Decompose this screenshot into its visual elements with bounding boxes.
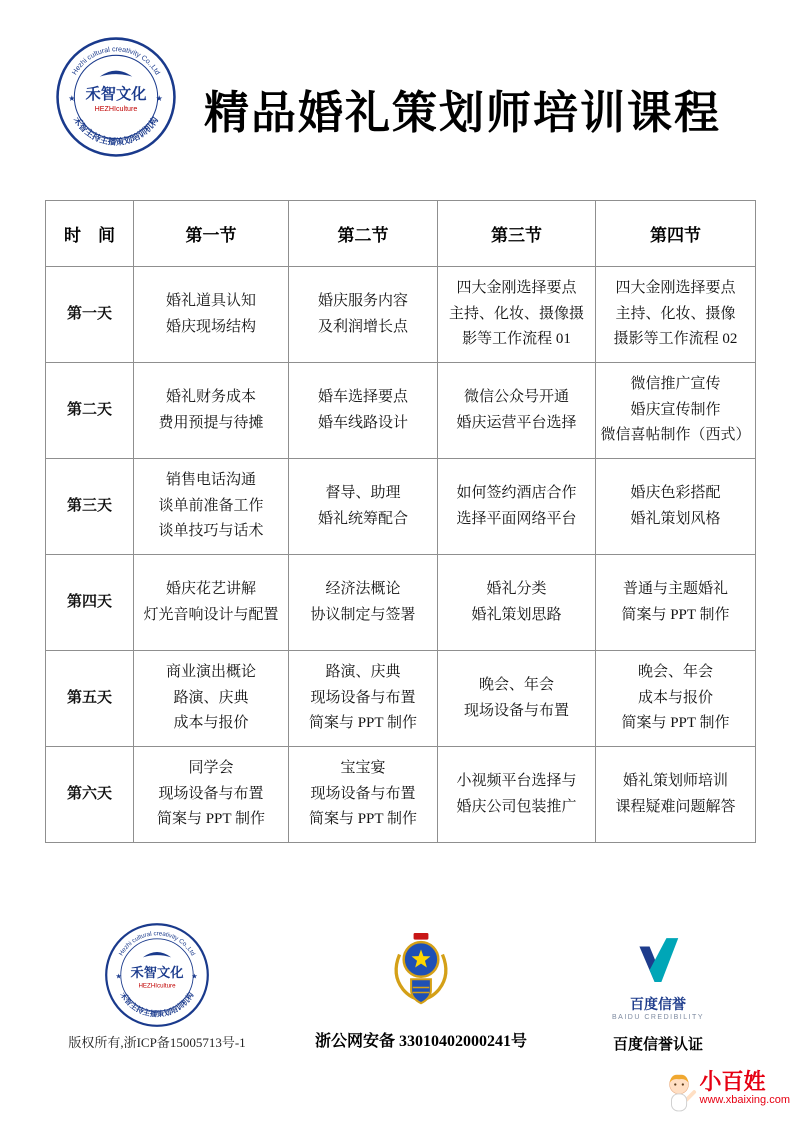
day-label: 第四天 (46, 555, 134, 651)
seal-arc-bottom-text: 禾智主持主播策划培训机构 (71, 114, 161, 147)
course-cell: 婚庆花艺讲解 灯光音响设计与配置 (134, 555, 289, 651)
course-cell: 宝宝宴 现场设备与布置 简案与 PPT 制作 (289, 747, 438, 843)
baidu-cert-text: 百度信誉认证 (612, 1037, 703, 1053)
seal-star-right: ★ (155, 94, 163, 104)
course-cell: 路演、庆典 现场设备与布置 简案与 PPT 制作 (289, 651, 438, 747)
course-table (45, 200, 756, 843)
column-header-session4: 第四节 (596, 201, 756, 267)
day-label: 第三天 (46, 459, 134, 555)
day-label: 第六天 (46, 747, 134, 843)
course-cell: 晚会、年会 成本与报价 简案与 PPT 制作 (596, 651, 756, 747)
course-cell: 婚庆色彩搭配 婚礼策划风格 (596, 459, 756, 555)
site-watermark (663, 1070, 790, 1116)
course-cell: 婚礼分类 婚礼策划思路 (438, 555, 596, 651)
table-row (46, 555, 756, 651)
course-cell: 如何签约酒店合作 选择平面网络平台 (438, 459, 596, 555)
table-row (46, 267, 756, 363)
seal-arc-bottom-text: 禾智主持主播策划培训机构 (118, 990, 196, 1019)
course-cell: 同学会 现场设备与布置 简案与 PPT 制作 (134, 747, 289, 843)
police-badge-icon (388, 926, 454, 1016)
copyright-text: 版权所有,浙ICP备15005713号-1 (68, 1035, 246, 1050)
table-row (46, 747, 756, 843)
company-seal-logo (55, 36, 177, 158)
seal-arc-top-text: Hezhi cultural creativity Co.,Ltd (70, 45, 162, 77)
table-row (46, 459, 756, 555)
course-cell: 销售电话沟通 谈单前准备工作 谈单技巧与话术 (134, 459, 289, 555)
column-header-session2: 第二节 (289, 201, 438, 267)
table-row (46, 363, 756, 459)
mascot-icon (663, 1070, 697, 1116)
day-label: 第五天 (46, 651, 134, 747)
watermark-site-url: www.xbaixing.com (699, 1094, 790, 1107)
day-label: 第二天 (46, 363, 134, 459)
course-cell: 婚庆服务内容 及利润增长点 (289, 267, 438, 363)
baidu-credibility-block (598, 933, 718, 1054)
seal-arc-top-text: Hezhi cultural creativity Co.,Ltd (117, 930, 197, 958)
day-label: 第一天 (46, 267, 134, 363)
course-cell: 经济法概论 协议制定与签署 (289, 555, 438, 651)
baidu-credibility-icon (631, 933, 685, 987)
course-table-body (46, 267, 756, 843)
course-cell: 普通与主题婚礼 简案与 PPT 制作 (596, 555, 756, 651)
course-cell: 微信公众号开通 婚庆运营平台选择 (438, 363, 596, 459)
table-row (46, 651, 756, 747)
course-cell: 四大金刚选择要点 主持、化妆、摄像 摄影等工作流程 02 (596, 267, 756, 363)
course-cell: 商业演出概论 路演、庆典 成本与报价 (134, 651, 289, 747)
course-cell: 微信推广宣传 婚庆宣传制作 微信喜帖制作（西式） (596, 363, 756, 459)
course-cell: 婚礼财务成本 费用预提与待摊 (134, 363, 289, 459)
seal-brand-text: 禾智文化 (85, 86, 147, 104)
course-cell: 督导、助理 婚礼统筹配合 (289, 459, 438, 555)
watermark-text (700, 1070, 790, 1106)
company-seal-logo-footer (104, 922, 210, 1028)
course-cell: 晚会、年会 现场设备与布置 (438, 651, 596, 747)
baidu-name-en-text: BAIDU CREDIBILITY (611, 1014, 704, 1021)
page-title: 精品婚礼策划师培训课程 (203, 88, 721, 138)
course-cell: 婚礼策划师培训 课程疑难问题解答 (596, 747, 756, 843)
column-header-session1: 第一节 (134, 201, 289, 267)
column-header-session3: 第三节 (438, 201, 596, 267)
seal-brand-sub-text: HEZHIculture (94, 105, 138, 114)
watermark-site-name: 小百姓 (699, 1069, 766, 1094)
seal-star-left: ★ (68, 94, 76, 104)
table-header-row (46, 201, 756, 267)
seal-star-right: ★ (191, 972, 198, 981)
course-cell: 小视频平台选择与 婚庆公司包装推广 (438, 747, 596, 843)
column-header-time: 时 间 (46, 201, 134, 267)
course-cell: 婚礼道具认知 婚庆现场结构 (134, 267, 289, 363)
police-record-text: 浙公网安备 33010402000241号 (314, 1033, 527, 1050)
baidu-name-text: 百度信誉 (630, 996, 686, 1012)
seal-star-left: ★ (115, 972, 122, 981)
seal-brand-text: 禾智文化 (130, 964, 184, 980)
seal-brand-sub-text: HEZHIculture (138, 982, 176, 990)
course-cell: 婚车选择要点 婚车线路设计 (289, 363, 438, 459)
course-cell: 四大金刚选择要点 主持、化妆、摄像摄 影等工作流程 01 (438, 267, 596, 363)
